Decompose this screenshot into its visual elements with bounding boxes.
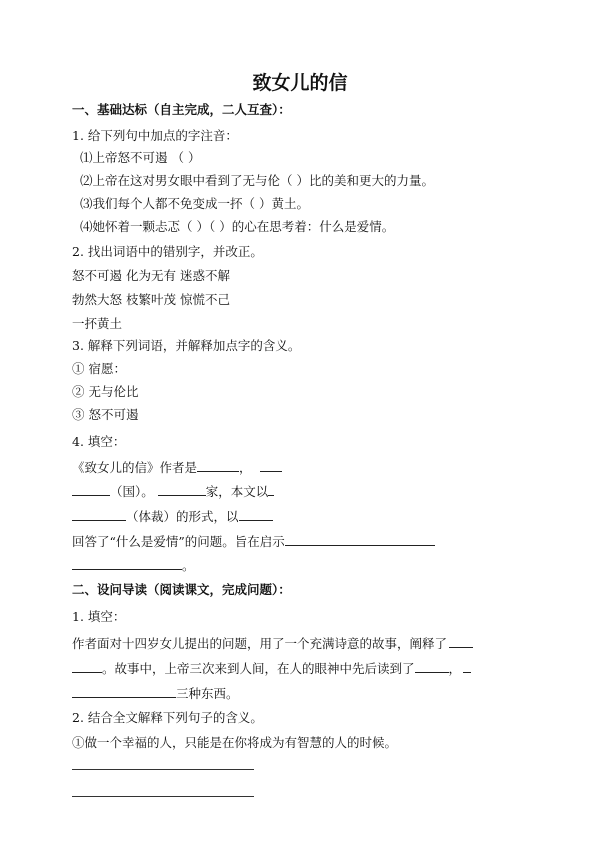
fill-blank[interactable] xyxy=(72,557,182,570)
fill-blank[interactable] xyxy=(72,483,110,496)
fill-blank[interactable] xyxy=(449,635,473,648)
fill-blank[interactable] xyxy=(72,685,176,698)
q1-item-c: ⑶我们每个人都不免变成一抔（ ）黄土。 xyxy=(80,196,309,211)
q4-line-4: 回答了“什么是爱情”的问题。旨在启示 xyxy=(72,533,435,550)
fill-blank[interactable] xyxy=(415,660,449,673)
q4-line-2: （国）。 家，本文以 xyxy=(72,483,274,500)
fill-blank[interactable] xyxy=(260,459,282,472)
fill-blank[interactable] xyxy=(239,508,273,521)
q1-item-d: ⑷她怀着一颗忐忑（ ）（ ）的心在思考着：什么是爱情。 xyxy=(80,219,395,234)
section-2-heading: 二、设问导读（阅读课文，完成问题）： xyxy=(72,582,291,597)
q3-item-c: ③ 怒不可遏 xyxy=(72,407,139,422)
page-title: 致女儿的信 xyxy=(252,72,348,94)
q2-row-1: 怒不可遏 化为无有 迷惑不解 xyxy=(72,268,230,283)
fill-blank[interactable] xyxy=(72,508,126,521)
fill-blank[interactable] xyxy=(268,483,274,496)
fill-blank[interactable] xyxy=(72,660,102,673)
fill-blank[interactable] xyxy=(285,533,435,546)
section-1-heading: 一、基础达标（自主完成，二人互查）： xyxy=(72,102,291,117)
q3-item-a: ① 宿愿： xyxy=(72,361,126,376)
q2-heading: 2. 找出词语中的错别字，并改正。 xyxy=(72,244,263,259)
q4-line-5: 。 xyxy=(72,557,195,574)
q4-heading: 4. 填空： xyxy=(72,434,126,449)
answer-line[interactable] xyxy=(72,796,254,797)
q2-row-2: 勃然大怒 枝繁叶茂 惊慌不己 xyxy=(72,292,230,307)
fill-blank[interactable] xyxy=(158,483,206,496)
q4-line-1: 《致女儿的信》作者是 ， xyxy=(72,459,282,476)
p1-line-1: 作者面对十四岁女儿提出的问题，用了一个充满诗意的故事，阐释了 xyxy=(72,635,473,652)
q1-heading: 1. 给下列句中加点的字注音： xyxy=(72,128,238,143)
p2-item-a: ①做一个幸福的人，只能是在你将成为有智慧的人的时候。 xyxy=(72,735,398,750)
p1-heading: 1. 填空： xyxy=(72,609,126,624)
q1-item-b: ⑵上帝在这对男女眼中看到了无与伦（ ）比的美和更大的力量。 xyxy=(80,173,434,188)
q4-line-3: （体裁）的形式，以 xyxy=(72,508,273,525)
p1-line-2: 。故事中，上帝三次来到人间，在人的眼神中先后读到了 ， xyxy=(72,660,471,677)
p2-heading: 2. 结合全文解释下列句子的含义。 xyxy=(72,710,263,725)
q1-item-a: ⑴上帝怒不可遏 （ ） xyxy=(80,150,201,165)
fill-blank[interactable] xyxy=(463,660,471,673)
q3-heading: 3. 解释下列词语，并解释加点字的含义。 xyxy=(72,338,301,353)
q2-row-3: 一抔黄土 xyxy=(72,316,123,331)
answer-line[interactable] xyxy=(72,769,254,770)
fill-blank[interactable] xyxy=(197,459,239,472)
q3-item-b: ② 无与伦比 xyxy=(72,384,139,399)
p1-line-3: 三种东西。 xyxy=(72,685,239,702)
